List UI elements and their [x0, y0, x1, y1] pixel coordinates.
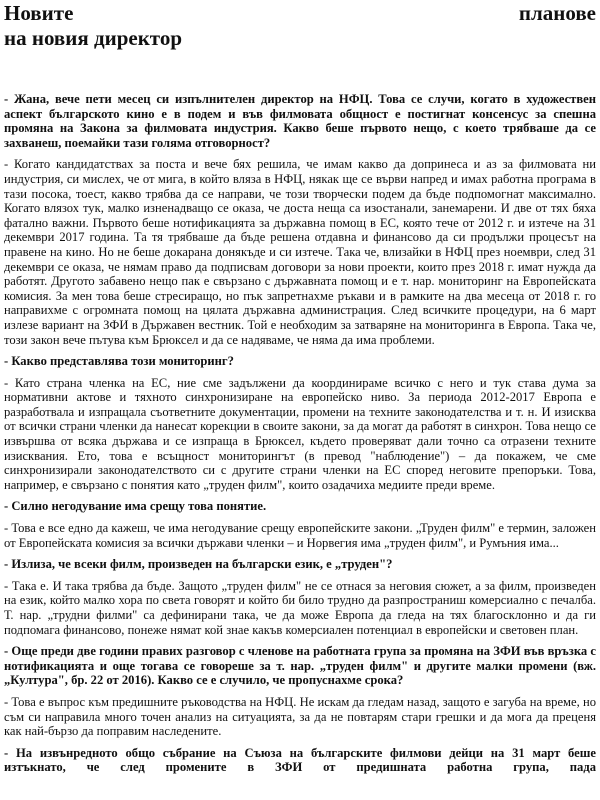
interview-question: - На извънредното общо събрание на Съюза на българските филмови дейци на 31 март беше изтъкнато, че след промените в ЗФИ от предишната работна група, пада [4, 745, 596, 775]
interview-answer: - Като страна членка на ЕС, ние сме задължени да координираме всичко с него и тук става дума за нормативни актове и тяхното синхронизиране на европейско ниво. За периода 2012-2017 Европа е разработвала и изпращала съответните документации, промени на техните законодателства и т. н. И изисква от всички страни членки да нанесат корекции в своите закони, за да могат да работят в синхрон. Това нещо се извършва от всяка държава и се изпраща в Брюксел, където проверяват дали точно са отразени техните изисквания. Ето, това е всъщност мониторингът (в превод "наблюдение") – да покажем, че сме синхронизирали законодателството си с другите страни членки на ЕС според неговите препоръки. Това, например, е свързано с понятия като „труден филм", които озадачиха медиите преди време. [4, 375, 596, 492]
article [4, 0, 596, 782]
interview-question: - Още преди две години правих разговор с членове на работната група за промяна на ЗФИ във връзка с нотификацията и още тогава се говореше за т. нар. „труден филм" и другите малки промени (вж. „Култура", бр. 22 от 2016). Какво се е случило, че пропуснахме срока? [4, 644, 596, 688]
interview-answer: - Така е. И така трябва да бъде. Защото „труден филм" не се отнася за неговия сюжет, а за филм, произведен на език, който малко хора по света говорят и който би било трудно да разпространиш комерсиално с печалба. Т. нар. „трудни филми" са дефинирани така, че да може Европа да гледа на тях благосклонно и да ги подпомага финансово, понеже нямат кой знае какъв комерсиален потенциал в европейски и световен план. [4, 578, 596, 637]
interview-question: - Какво представлява този мониторинг? [4, 354, 234, 369]
article-title-word-left: Новите [4, 1, 74, 25]
interview-question: - Силно негодувание има срещу това понятие. [4, 499, 267, 514]
article-title-word-right: планове [518, 1, 596, 25]
article-title-line1 [4, 0, 596, 25]
interview-answer: - Когато кандидатствах за поста и вече бях решила, че имам какво да допринеса и аз за филмовата ни индустрия, си мислех, че от мига, в който вляза в НФЦ, някак ще се върви напред и имах работна програма в тази посока, тоест, какво трябва да се направи, че този творчески подем да бъде подпомогнат максимално. Когато влязох тук, малко изненадващо се оказа, че доста неща са изостанали, занемарени. И две от тях бяха фатално важни. Първото беше нотификацията за държавна помощ в ЕС, която тече от 2012 г. и изтече на 31 декември 2017 година. Та тя трябваше да бъде решена отдавна и финансово да си продължи процесът на правене на кино. Но не беше докарана донякъде и си изтече. Така че, влизайки в НФЦ през ноември, след 31 декември се оказа, че нямам право да подписвам договори за нови проекти, които през 2018 г. имат нужда да работят. Другото забавено нещо пак е свързано с държавната помощ и е т. нар. мониторинг на Европейската комисия. За мен това беше стресиращо, но пък запретнахме ръкави и в рамките на два месеца от 2018 г. го направихме с огромната помощ на цялата държавна администрация. След всичките процедури, на 6 март излезе вариант на ЗФИ в Държавен вестник. Той е необходим за затваряне на мониторинга в Европа. Така че, този закон вече пътува към Брюксел и да се надяваме, че няма да има проблеми. [4, 157, 596, 347]
interview-question: - Излиза, че всеки филм, произведен на български език, е „труден"? [4, 557, 393, 572]
interview-question: - Жана, вече пети месец си изпълнителен директор на НФЦ. Това се случи, когато в художествен аспект българското кино е в подем и във филмовата общност е постигнат консенсус за спешна промяна на Закона за филмовата индустрия. Какво беше първото нещо, с което трябваше да се захванеш, поемайки тази голяма отговорност? [4, 92, 596, 150]
title-spacer [4, 50, 596, 92]
interview-answer: - Това е все едно да кажеш, че има негодувание срещу европейските закони. „Труден филм" е термин, заложен от Европейската комисия за всички държави членки – и Норвегия има „труден филм", и Румъния има... [4, 521, 596, 550]
article-title-line2: на новия директор [4, 26, 183, 50]
interview-answer: - Това е въпрос към предишните ръководства на НФЦ. Не искам да гледам назад, защото е загуба на време, но съм си направила много точен анализ на ситуацията, за да не повтарям стари грешки и да мога да преценя как най-бързо да поправим наследените. [4, 694, 596, 739]
